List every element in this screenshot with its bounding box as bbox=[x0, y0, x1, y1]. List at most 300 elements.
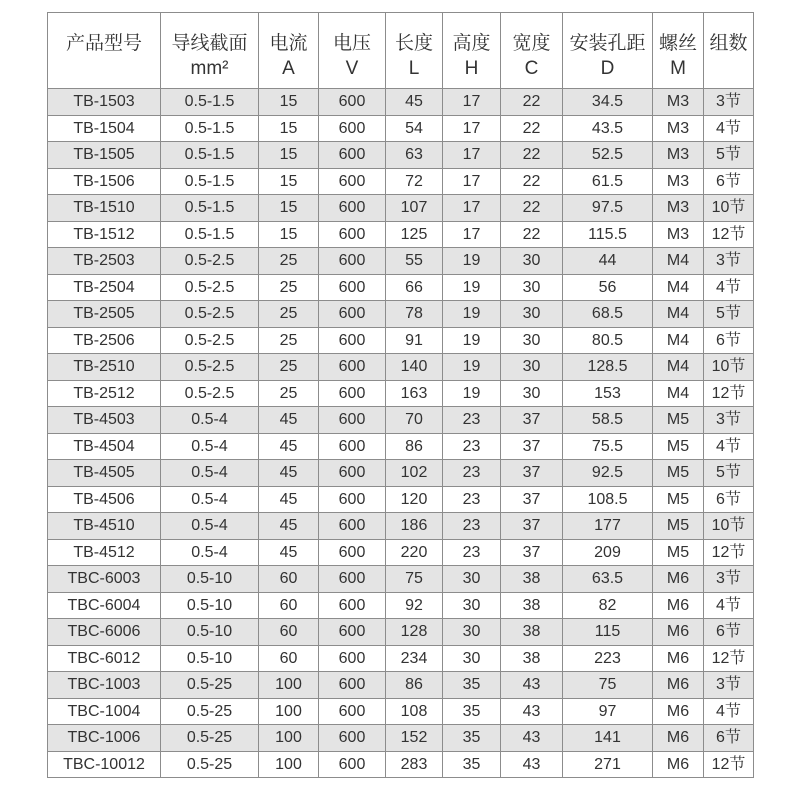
cell-sections: 4节 bbox=[704, 592, 754, 619]
cell-voltage: 600 bbox=[319, 168, 386, 195]
cell-sections: 6节 bbox=[704, 327, 754, 354]
table-row bbox=[48, 619, 754, 646]
cell-width: 30 bbox=[501, 248, 563, 275]
table-row bbox=[48, 221, 754, 248]
table-row bbox=[48, 115, 754, 142]
header-row bbox=[48, 13, 754, 89]
cell-screw: M5 bbox=[653, 433, 704, 460]
cell-model: TB-4512 bbox=[48, 539, 161, 566]
cell-length: 283 bbox=[386, 751, 443, 778]
cell-hole-distance: 115 bbox=[563, 619, 653, 646]
cell-screw: M5 bbox=[653, 407, 704, 434]
cell-screw: M6 bbox=[653, 672, 704, 699]
cell-current: 45 bbox=[259, 460, 319, 487]
cell-sections: 12节 bbox=[704, 539, 754, 566]
cell-screw: M3 bbox=[653, 115, 704, 142]
header-hole-distance bbox=[563, 13, 653, 89]
cell-current: 15 bbox=[259, 142, 319, 169]
cell-hole-distance: 153 bbox=[563, 380, 653, 407]
table-row bbox=[48, 751, 754, 778]
cell-height: 17 bbox=[443, 115, 501, 142]
cell-hole-distance: 97 bbox=[563, 698, 653, 725]
cell-hole-distance: 209 bbox=[563, 539, 653, 566]
cell-length: 86 bbox=[386, 672, 443, 699]
cell-length: 186 bbox=[386, 513, 443, 540]
cell-height: 35 bbox=[443, 725, 501, 752]
cell-wire-section: 0.5-2.5 bbox=[161, 354, 259, 381]
cell-width: 22 bbox=[501, 115, 563, 142]
cell-voltage: 600 bbox=[319, 672, 386, 699]
cell-hole-distance: 97.5 bbox=[563, 195, 653, 222]
cell-sections: 12节 bbox=[704, 380, 754, 407]
cell-voltage: 600 bbox=[319, 725, 386, 752]
table-row bbox=[48, 460, 754, 487]
cell-current: 60 bbox=[259, 566, 319, 593]
header-height-title: 高度 bbox=[452, 33, 491, 54]
cell-model: TB-2504 bbox=[48, 274, 161, 301]
cell-width: 43 bbox=[501, 725, 563, 752]
cell-length: 107 bbox=[386, 195, 443, 222]
cell-height: 19 bbox=[443, 301, 501, 328]
cell-length: 92 bbox=[386, 592, 443, 619]
cell-width: 37 bbox=[501, 460, 563, 487]
cell-height: 17 bbox=[443, 89, 501, 116]
cell-length: 54 bbox=[386, 115, 443, 142]
header-sections-title: 组数 bbox=[709, 33, 748, 54]
cell-wire-section: 0.5-25 bbox=[161, 672, 259, 699]
header-hole-distance-title: 安装孔距 bbox=[569, 33, 646, 54]
cell-current: 100 bbox=[259, 698, 319, 725]
header-length-title: 长度 bbox=[394, 33, 433, 54]
cell-length: 220 bbox=[386, 539, 443, 566]
cell-wire-section: 0.5-2.5 bbox=[161, 327, 259, 354]
cell-screw: M6 bbox=[653, 645, 704, 672]
table-row bbox=[48, 672, 754, 699]
cell-width: 43 bbox=[501, 698, 563, 725]
cell-current: 100 bbox=[259, 751, 319, 778]
cell-hole-distance: 68.5 bbox=[563, 301, 653, 328]
cell-current: 60 bbox=[259, 619, 319, 646]
table-row bbox=[48, 539, 754, 566]
cell-wire-section: 0.5-1.5 bbox=[161, 168, 259, 195]
cell-wire-section: 0.5-2.5 bbox=[161, 248, 259, 275]
cell-height: 19 bbox=[443, 248, 501, 275]
cell-model: TBC-1006 bbox=[48, 725, 161, 752]
cell-hole-distance: 75.5 bbox=[563, 433, 653, 460]
cell-hole-distance: 223 bbox=[563, 645, 653, 672]
cell-height: 23 bbox=[443, 407, 501, 434]
cell-width: 30 bbox=[501, 380, 563, 407]
cell-model: TB-4504 bbox=[48, 433, 161, 460]
table-row bbox=[48, 301, 754, 328]
header-current-title: 电流 bbox=[269, 33, 308, 54]
table-header bbox=[48, 13, 754, 89]
table-row bbox=[48, 168, 754, 195]
cell-screw: M6 bbox=[653, 619, 704, 646]
cell-model: TB-2505 bbox=[48, 301, 161, 328]
table-body bbox=[48, 89, 754, 778]
cell-voltage: 600 bbox=[319, 486, 386, 513]
cell-voltage: 600 bbox=[319, 354, 386, 381]
cell-width: 30 bbox=[501, 354, 563, 381]
cell-wire-section: 0.5-2.5 bbox=[161, 380, 259, 407]
cell-sections: 5节 bbox=[704, 301, 754, 328]
cell-current: 15 bbox=[259, 89, 319, 116]
cell-width: 30 bbox=[501, 274, 563, 301]
cell-length: 86 bbox=[386, 433, 443, 460]
cell-model: TB-1512 bbox=[48, 221, 161, 248]
cell-voltage: 600 bbox=[319, 89, 386, 116]
cell-width: 37 bbox=[501, 486, 563, 513]
cell-wire-section: 0.5-10 bbox=[161, 645, 259, 672]
cell-sections: 12节 bbox=[704, 751, 754, 778]
cell-model: TB-4506 bbox=[48, 486, 161, 513]
cell-screw: M4 bbox=[653, 301, 704, 328]
cell-model: TB-2512 bbox=[48, 380, 161, 407]
header-length bbox=[386, 13, 443, 89]
table-row bbox=[48, 566, 754, 593]
cell-screw: M3 bbox=[653, 142, 704, 169]
cell-width: 22 bbox=[501, 168, 563, 195]
cell-screw: M6 bbox=[653, 751, 704, 778]
cell-model: TBC-6012 bbox=[48, 645, 161, 672]
cell-length: 125 bbox=[386, 221, 443, 248]
header-length-unit: L bbox=[408, 58, 420, 79]
cell-wire-section: 0.5-10 bbox=[161, 619, 259, 646]
cell-model: TB-1504 bbox=[48, 115, 161, 142]
cell-sections: 6节 bbox=[704, 486, 754, 513]
cell-height: 35 bbox=[443, 698, 501, 725]
cell-height: 19 bbox=[443, 380, 501, 407]
cell-sections: 10节 bbox=[704, 513, 754, 540]
cell-current: 45 bbox=[259, 513, 319, 540]
table-row bbox=[48, 248, 754, 275]
cell-width: 22 bbox=[501, 142, 563, 169]
cell-voltage: 600 bbox=[319, 274, 386, 301]
cell-hole-distance: 56 bbox=[563, 274, 653, 301]
cell-height: 30 bbox=[443, 619, 501, 646]
header-current-unit: A bbox=[282, 58, 295, 79]
cell-height: 23 bbox=[443, 460, 501, 487]
header-wire-section-title: 导线截面 bbox=[171, 33, 248, 54]
cell-model: TB-4503 bbox=[48, 407, 161, 434]
header-screw-title: 螺丝 bbox=[658, 33, 697, 54]
cell-sections: 4节 bbox=[704, 433, 754, 460]
cell-hole-distance: 75 bbox=[563, 672, 653, 699]
cell-length: 66 bbox=[386, 274, 443, 301]
cell-screw: M6 bbox=[653, 566, 704, 593]
cell-sections: 6节 bbox=[704, 619, 754, 646]
cell-sections: 3节 bbox=[704, 672, 754, 699]
cell-current: 100 bbox=[259, 672, 319, 699]
header-current bbox=[259, 13, 319, 89]
header-width-unit: C bbox=[524, 58, 539, 79]
cell-hole-distance: 115.5 bbox=[563, 221, 653, 248]
cell-current: 60 bbox=[259, 645, 319, 672]
cell-hole-distance: 82 bbox=[563, 592, 653, 619]
cell-hole-distance: 92.5 bbox=[563, 460, 653, 487]
cell-screw: M3 bbox=[653, 89, 704, 116]
cell-height: 30 bbox=[443, 566, 501, 593]
cell-voltage: 600 bbox=[319, 460, 386, 487]
cell-current: 25 bbox=[259, 354, 319, 381]
cell-width: 22 bbox=[501, 195, 563, 222]
cell-sections: 10节 bbox=[704, 354, 754, 381]
cell-screw: M4 bbox=[653, 248, 704, 275]
cell-voltage: 600 bbox=[319, 407, 386, 434]
cell-height: 23 bbox=[443, 513, 501, 540]
cell-height: 35 bbox=[443, 672, 501, 699]
cell-width: 43 bbox=[501, 672, 563, 699]
cell-voltage: 600 bbox=[319, 221, 386, 248]
cell-height: 17 bbox=[443, 142, 501, 169]
header-height-unit: H bbox=[464, 58, 479, 79]
cell-model: TBC-10012 bbox=[48, 751, 161, 778]
table-row bbox=[48, 89, 754, 116]
table-row bbox=[48, 142, 754, 169]
cell-screw: M6 bbox=[653, 725, 704, 752]
table-row bbox=[48, 195, 754, 222]
cell-wire-section: 0.5-2.5 bbox=[161, 274, 259, 301]
cell-screw: M4 bbox=[653, 380, 704, 407]
cell-voltage: 600 bbox=[319, 195, 386, 222]
cell-model: TB-4510 bbox=[48, 513, 161, 540]
cell-wire-section: 0.5-25 bbox=[161, 698, 259, 725]
header-wire-section-unit: mm² bbox=[190, 58, 229, 79]
table-row bbox=[48, 327, 754, 354]
cell-wire-section: 0.5-1.5 bbox=[161, 89, 259, 116]
cell-sections: 6节 bbox=[704, 725, 754, 752]
cell-width: 38 bbox=[501, 566, 563, 593]
table-row bbox=[48, 486, 754, 513]
table-row bbox=[48, 380, 754, 407]
cell-height: 23 bbox=[443, 486, 501, 513]
header-width bbox=[501, 13, 563, 89]
cell-height: 17 bbox=[443, 195, 501, 222]
cell-wire-section: 0.5-4 bbox=[161, 486, 259, 513]
cell-hole-distance: 34.5 bbox=[563, 89, 653, 116]
cell-voltage: 600 bbox=[319, 433, 386, 460]
cell-voltage: 600 bbox=[319, 248, 386, 275]
header-wire-section bbox=[161, 13, 259, 89]
cell-length: 78 bbox=[386, 301, 443, 328]
cell-width: 30 bbox=[501, 327, 563, 354]
cell-hole-distance: 177 bbox=[563, 513, 653, 540]
cell-wire-section: 0.5-1.5 bbox=[161, 142, 259, 169]
cell-length: 140 bbox=[386, 354, 443, 381]
cell-length: 108 bbox=[386, 698, 443, 725]
cell-current: 45 bbox=[259, 539, 319, 566]
cell-height: 23 bbox=[443, 433, 501, 460]
cell-current: 15 bbox=[259, 195, 319, 222]
cell-sections: 5节 bbox=[704, 142, 754, 169]
cell-model: TB-2506 bbox=[48, 327, 161, 354]
cell-current: 25 bbox=[259, 248, 319, 275]
cell-current: 60 bbox=[259, 592, 319, 619]
cell-current: 45 bbox=[259, 433, 319, 460]
header-voltage bbox=[319, 13, 386, 89]
cell-screw: M4 bbox=[653, 274, 704, 301]
header-voltage-title: 电压 bbox=[332, 33, 371, 54]
cell-sections: 6节 bbox=[704, 168, 754, 195]
cell-height: 19 bbox=[443, 274, 501, 301]
cell-screw: M4 bbox=[653, 327, 704, 354]
cell-width: 38 bbox=[501, 619, 563, 646]
cell-hole-distance: 52.5 bbox=[563, 142, 653, 169]
cell-screw: M4 bbox=[653, 354, 704, 381]
cell-hole-distance: 271 bbox=[563, 751, 653, 778]
cell-length: 234 bbox=[386, 645, 443, 672]
cell-wire-section: 0.5-4 bbox=[161, 407, 259, 434]
header-screw-unit: M bbox=[670, 58, 686, 79]
cell-wire-section: 0.5-2.5 bbox=[161, 301, 259, 328]
cell-sections: 12节 bbox=[704, 221, 754, 248]
cell-current: 25 bbox=[259, 327, 319, 354]
cell-current: 15 bbox=[259, 221, 319, 248]
header-width-title: 宽度 bbox=[512, 33, 551, 54]
cell-wire-section: 0.5-4 bbox=[161, 433, 259, 460]
cell-width: 30 bbox=[501, 301, 563, 328]
cell-screw: M5 bbox=[653, 513, 704, 540]
cell-voltage: 600 bbox=[319, 751, 386, 778]
spec-table bbox=[47, 12, 754, 778]
cell-height: 30 bbox=[443, 592, 501, 619]
cell-length: 128 bbox=[386, 619, 443, 646]
cell-current: 15 bbox=[259, 115, 319, 142]
cell-sections: 4节 bbox=[704, 698, 754, 725]
cell-model: TB-1505 bbox=[48, 142, 161, 169]
cell-screw: M5 bbox=[653, 486, 704, 513]
cell-model: TB-2503 bbox=[48, 248, 161, 275]
cell-sections: 4节 bbox=[704, 274, 754, 301]
cell-hole-distance: 128.5 bbox=[563, 354, 653, 381]
cell-length: 55 bbox=[386, 248, 443, 275]
cell-hole-distance: 108.5 bbox=[563, 486, 653, 513]
cell-width: 38 bbox=[501, 592, 563, 619]
cell-width: 38 bbox=[501, 645, 563, 672]
cell-length: 75 bbox=[386, 566, 443, 593]
table-row bbox=[48, 592, 754, 619]
cell-voltage: 600 bbox=[319, 327, 386, 354]
cell-voltage: 600 bbox=[319, 301, 386, 328]
table-row bbox=[48, 274, 754, 301]
cell-wire-section: 0.5-4 bbox=[161, 539, 259, 566]
cell-current: 25 bbox=[259, 274, 319, 301]
cell-width: 22 bbox=[501, 221, 563, 248]
cell-voltage: 600 bbox=[319, 142, 386, 169]
cell-model: TBC-6003 bbox=[48, 566, 161, 593]
cell-height: 30 bbox=[443, 645, 501, 672]
cell-voltage: 600 bbox=[319, 592, 386, 619]
cell-length: 163 bbox=[386, 380, 443, 407]
cell-hole-distance: 141 bbox=[563, 725, 653, 752]
table-row bbox=[48, 513, 754, 540]
table-row bbox=[48, 725, 754, 752]
cell-screw: M6 bbox=[653, 592, 704, 619]
cell-current: 100 bbox=[259, 725, 319, 752]
cell-model: TB-1510 bbox=[48, 195, 161, 222]
cell-height: 23 bbox=[443, 539, 501, 566]
cell-wire-section: 0.5-25 bbox=[161, 725, 259, 752]
cell-length: 70 bbox=[386, 407, 443, 434]
header-voltage-unit: V bbox=[345, 58, 359, 79]
cell-height: 17 bbox=[443, 168, 501, 195]
cell-current: 45 bbox=[259, 407, 319, 434]
header-screw bbox=[653, 13, 704, 89]
cell-voltage: 600 bbox=[319, 115, 386, 142]
cell-current: 25 bbox=[259, 380, 319, 407]
cell-wire-section: 0.5-25 bbox=[161, 751, 259, 778]
table-row bbox=[48, 645, 754, 672]
cell-hole-distance: 63.5 bbox=[563, 566, 653, 593]
cell-hole-distance: 58.5 bbox=[563, 407, 653, 434]
cell-width: 37 bbox=[501, 433, 563, 460]
cell-screw: M6 bbox=[653, 698, 704, 725]
cell-length: 120 bbox=[386, 486, 443, 513]
cell-wire-section: 0.5-10 bbox=[161, 566, 259, 593]
table-row bbox=[48, 433, 754, 460]
cell-model: TB-2510 bbox=[48, 354, 161, 381]
cell-voltage: 600 bbox=[319, 698, 386, 725]
cell-wire-section: 0.5-1.5 bbox=[161, 195, 259, 222]
cell-sections: 3节 bbox=[704, 566, 754, 593]
cell-current: 45 bbox=[259, 486, 319, 513]
cell-height: 19 bbox=[443, 327, 501, 354]
cell-length: 72 bbox=[386, 168, 443, 195]
cell-sections: 5节 bbox=[704, 460, 754, 487]
cell-screw: M3 bbox=[653, 195, 704, 222]
cell-width: 37 bbox=[501, 513, 563, 540]
cell-hole-distance: 43.5 bbox=[563, 115, 653, 142]
cell-screw: M5 bbox=[653, 539, 704, 566]
cell-voltage: 600 bbox=[319, 380, 386, 407]
header-model bbox=[48, 13, 161, 89]
cell-voltage: 600 bbox=[319, 513, 386, 540]
cell-sections: 4节 bbox=[704, 115, 754, 142]
cell-voltage: 600 bbox=[319, 619, 386, 646]
cell-model: TB-1506 bbox=[48, 168, 161, 195]
cell-model: TBC-6006 bbox=[48, 619, 161, 646]
cell-hole-distance: 80.5 bbox=[563, 327, 653, 354]
cell-sections: 12节 bbox=[704, 645, 754, 672]
cell-screw: M3 bbox=[653, 221, 704, 248]
table-row bbox=[48, 354, 754, 381]
cell-hole-distance: 44 bbox=[563, 248, 653, 275]
cell-sections: 10节 bbox=[704, 195, 754, 222]
cell-current: 15 bbox=[259, 168, 319, 195]
cell-screw: M5 bbox=[653, 460, 704, 487]
cell-width: 37 bbox=[501, 539, 563, 566]
table-row bbox=[48, 698, 754, 725]
cell-wire-section: 0.5-10 bbox=[161, 592, 259, 619]
cell-model: TBC-1003 bbox=[48, 672, 161, 699]
cell-wire-section: 0.5-1.5 bbox=[161, 115, 259, 142]
cell-current: 25 bbox=[259, 301, 319, 328]
cell-height: 17 bbox=[443, 221, 501, 248]
header-model-title: 产品型号 bbox=[65, 33, 142, 54]
cell-length: 45 bbox=[386, 89, 443, 116]
cell-sections: 3节 bbox=[704, 407, 754, 434]
cell-model: TBC-1004 bbox=[48, 698, 161, 725]
cell-model: TB-4505 bbox=[48, 460, 161, 487]
cell-wire-section: 0.5-4 bbox=[161, 513, 259, 540]
cell-screw: M3 bbox=[653, 168, 704, 195]
cell-length: 91 bbox=[386, 327, 443, 354]
header-sections bbox=[704, 13, 754, 89]
cell-wire-section: 0.5-4 bbox=[161, 460, 259, 487]
cell-model: TBC-6004 bbox=[48, 592, 161, 619]
cell-voltage: 600 bbox=[319, 645, 386, 672]
